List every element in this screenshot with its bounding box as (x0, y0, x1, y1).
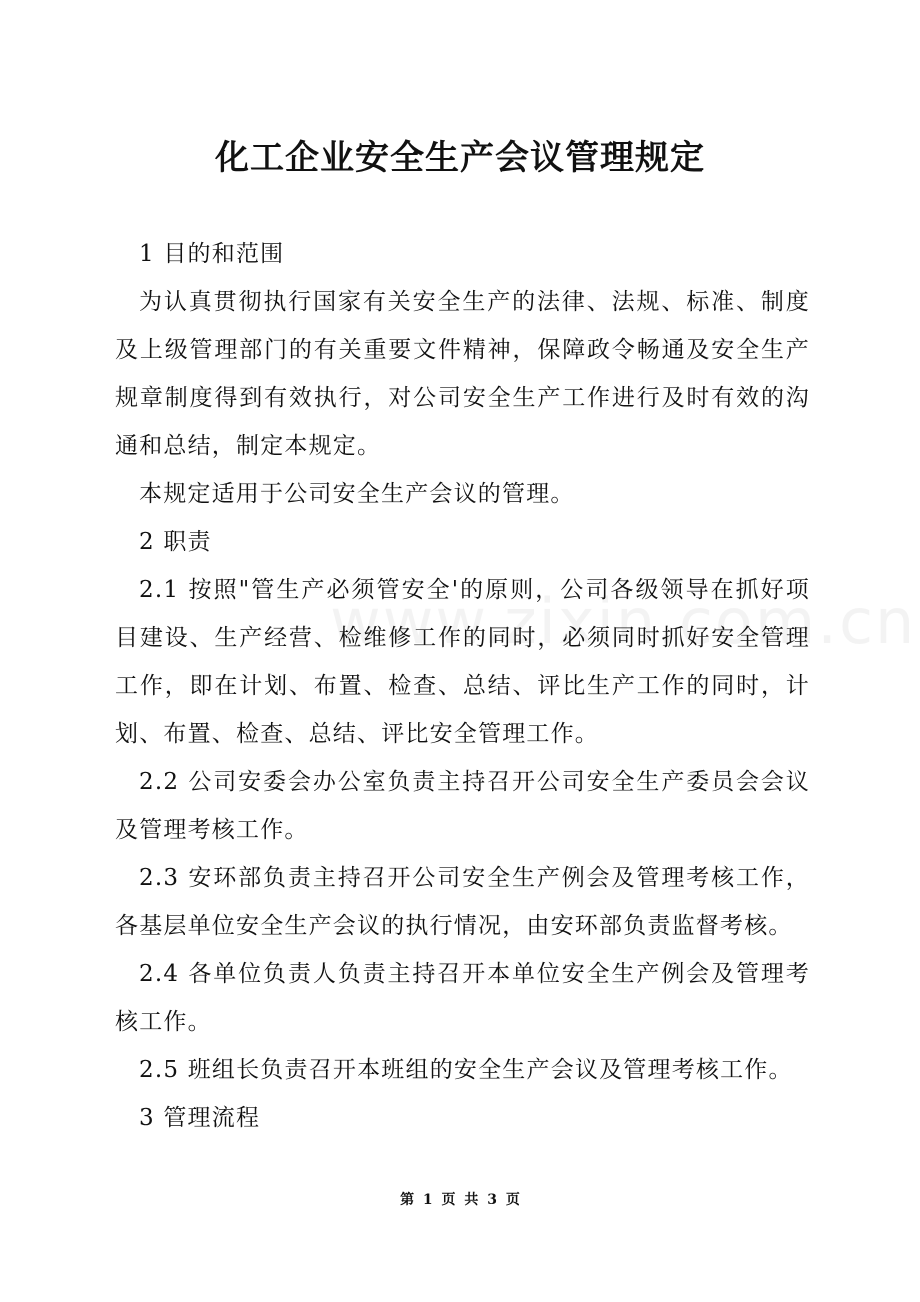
clause-2-5: 2.5 班组长负责召开本班组的安全生产会议及管理考核工作。 (139, 1057, 793, 1083)
section-heading-2: 2 职责 (139, 529, 212, 555)
document-title: 化工企业安全生产会议管理规定 (215, 138, 705, 178)
section-heading-1: 1 目的和范围 (139, 241, 285, 267)
clause-2-1: 2.1 按照"管生产必须管安全'的原则，公司各级领导在抓好项目建设、生产经营、检维修工作的同时，必须同时抓好安全管理工作，即在计划、布置、检查、总结、评比生产工作的同时，计划、布置、检查、总结、评比安全管理工作。 (115, 577, 810, 747)
section-heading-3: 3 管理流程 (139, 1105, 261, 1131)
clause-2-4: 2.4 各单位负责人负责主持召开本单位安全生产例会及管理考核工作。 (115, 961, 810, 1035)
clause-2-2: 2.2 公司安委会办公室负责主持召开公司安全生产委员会会议及管理考核工作。 (115, 769, 810, 843)
clause-2-3: 2.3 安环部负责主持召开公司安全生产例会及管理考核工作，各基层单位安全生产会议的执行情况，由安环部负责监督考核。 (115, 865, 810, 939)
paragraph-scope: 本规定适用于公司安全生产会议的管理。 (139, 481, 575, 507)
paragraph-purpose: 为认真贯彻执行国家有关安全生产的法律、法规、标准、制度及上级管理部门的有关重要文件精神，保障政令畅通及安全生产规章制度得到有效执行，对公司安全生产工作进行及时有效的沟通和总结，制定本规定。 (115, 289, 810, 459)
page-number-footer: 第 1 页 共 3 页 (400, 1192, 520, 1208)
document-body (115, 230, 810, 1142)
